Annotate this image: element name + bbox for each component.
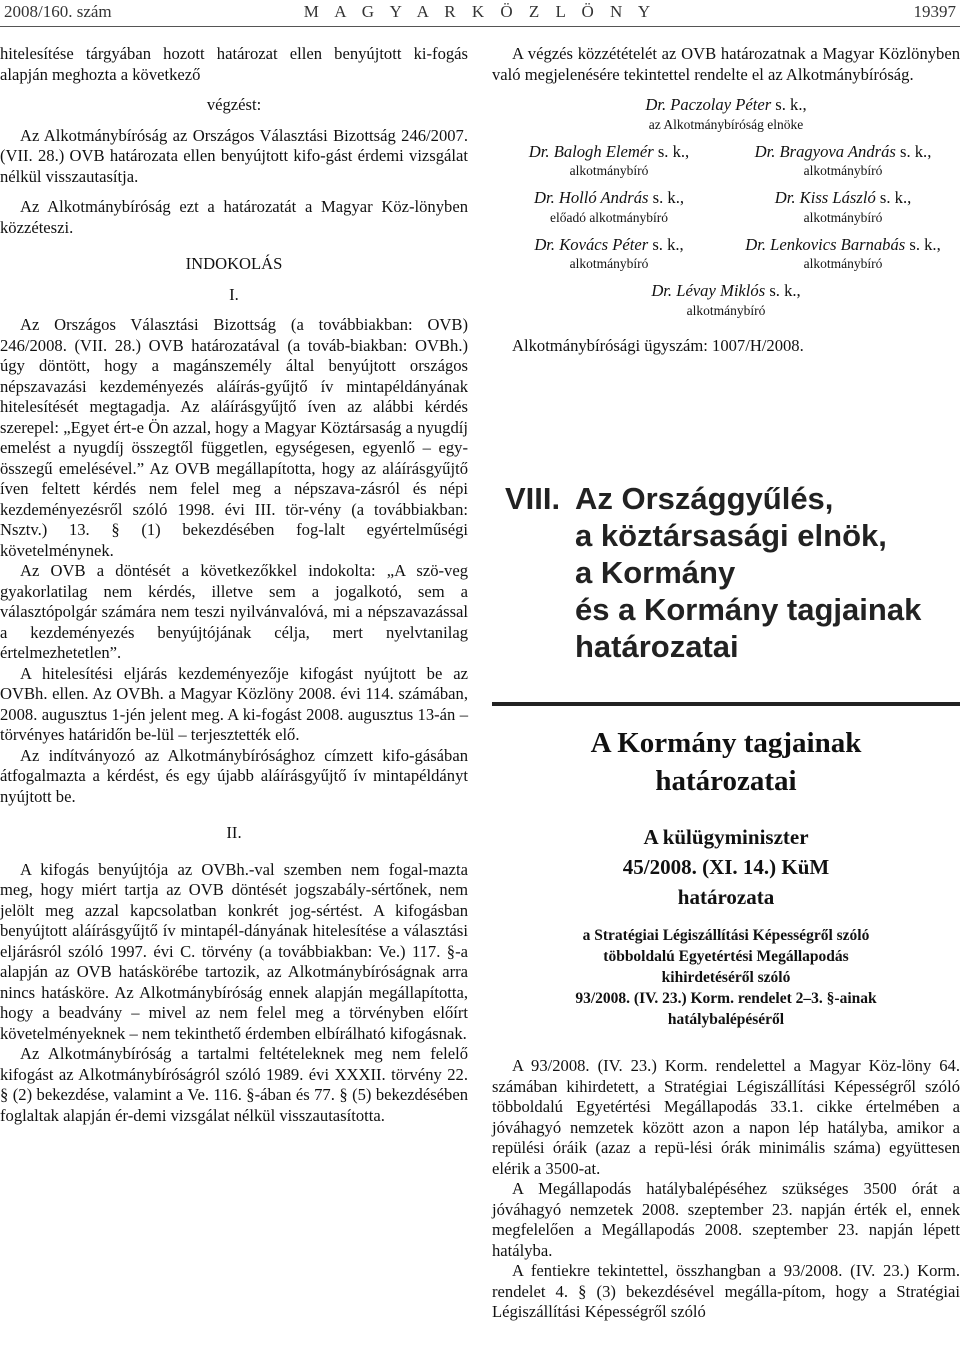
- paragraph: Az Alkotmánybíróság ezt a határozatát a Magyar Köz-lönyben közzéteszi.: [0, 197, 468, 237]
- case-number: Alkotmánybírósági ügyszám: 1007/H/2008.: [512, 335, 804, 355]
- signatory-name: Dr. Paczolay Péter: [645, 95, 772, 114]
- signature-row: Dr. Balogh Elemér s. k., alkotmánybíró Dr. Bragyova András s. k., alkotmánybíró: [492, 142, 960, 181]
- signature-row: Dr. Holló András s. k., előadó alkotmánybíró Dr. Kiss László s. k., alkotmánybíró: [492, 188, 960, 227]
- paragraph: Az indítványozó az Alkotmánybírósághoz címzett kifo-gásában átfogalmazta a kérdést, és egy újabb aláírásgyűjtő ív mintapéldányt nyújtott be.: [0, 745, 468, 806]
- decree-body: [492, 1056, 960, 1323]
- paragraph: A hitelesítési eljárás kezdeményezője kifogást nyújtott be az OVBh. ellen. Az OVBh. a Magyar Közlöny 2008. évi 114. számában, 2008. augusztus 1-jén jelent meg. A ki-fogást 2008. augusztus 13-án – törvényes határidőn be-lül – terjesztették elő.: [0, 663, 468, 744]
- signatory-title: előadó alkotmánybíró: [549, 209, 669, 225]
- paragraph: A végzés közzétételét az OVB határozatnak a Magyar Közlönyben való megjelenésére tekintettel rendelte el az Alkotmánybíróság.: [492, 44, 960, 84]
- signatory-name: Dr. Kovács Péter: [534, 234, 649, 254]
- section-divider: [492, 702, 960, 706]
- left-column: [0, 44, 468, 1126]
- page-number: 19397: [913, 2, 956, 21]
- paragraph: Az Alkotmánybíróság a tartalmi feltételeknek meg nem felelő kifogást az Alkotmánybíróságról szóló 1989. évi XXXII. törvény 22. § (2) bekezdése, valamint a Ve. 116. §-ában és 77. § (5) bekezdésében foglaltak alapján ér-demi vizsgálat nélkül visszautasította.: [0, 1044, 468, 1125]
- roman-numeral: II.: [226, 823, 242, 842]
- signatory-name: Dr. Balogh Elemér: [528, 141, 654, 161]
- signatory-title: az Alkotmánybíróság elnöke: [648, 116, 804, 132]
- signatory-name: Dr. Lenkovics Barnabás: [745, 234, 906, 254]
- signatory-title: alkotmánybíró: [569, 256, 649, 271]
- paragraph: A Megállapodás hatálybalépéséhez szükséges 3500 órát a jóváhagyó nemzetek 2008. szeptember 23. napján érték el, ennek megfelelően a Megállapodás 2008. szeptember 23. napján lépett hatályba.: [492, 1179, 960, 1260]
- decree-heading: A külügyminiszter 45/2008. (XI. 14.) KüM határozata: [622, 825, 830, 909]
- issue-number: 2008/160. szám: [4, 2, 112, 21]
- signatory-name: Dr. Bragyova András: [754, 141, 896, 161]
- signatory-title: alkotmánybíró: [803, 163, 883, 178]
- chapter-title-line: a Kormány: [575, 555, 736, 590]
- chapter-title-line: és a Kormány tagjainak: [575, 592, 922, 627]
- signatory-title: alkotmánybíró: [803, 256, 883, 271]
- publication-title: M A G Y A R K Ö Z L Ö N Y: [303, 2, 657, 21]
- president-signature: Dr. Paczolay Péter s. k., az Alkotmánybíróság elnöke: [492, 95, 960, 134]
- decree-subject: a Stratégiai Légiszállítási Képességről szóló többoldalú Egyetértési Megállapodás kihirdetéséről szóló 93/2008. (IV. 23.) Korm. rendelet 2–3. §-ainak hatálybalépéséről: [575, 927, 877, 1028]
- signature-single: Dr. Lévay Miklós s. k., alkotmánybíró: [492, 281, 960, 320]
- signatory-title: alkotmánybíró: [803, 209, 883, 225]
- paragraph: A fentiekre tekintettel, összhangban a 93/2008. (IV. 23.) Korm. rendelet 4. § (3) bekezdésével megálla-pítom, hogy a Stratégiai Légiszállítási Képességről szóló: [492, 1261, 960, 1321]
- section-heading: INDOKOLÁS: [185, 254, 283, 273]
- header-rule: [0, 26, 960, 27]
- chapter-number: VIII.: [505, 481, 561, 516]
- signature-row: Dr. Kovács Péter s. k., alkotmánybíró Dr. Lenkovics Barnabás s. k., alkotmánybíró: [492, 235, 960, 274]
- paragraph: hitelesítése tárgyában hozott határozat ellen benyújtott ki-fogás alapján meghozta a következő: [0, 44, 468, 84]
- chapter-title-line: határozatai: [575, 629, 739, 664]
- roman-numeral: I.: [229, 284, 239, 304]
- decision-label: végzést:: [206, 95, 262, 114]
- page-header: [0, 0, 960, 24]
- signatory-title: alkotmánybíró: [569, 163, 649, 178]
- paragraph: A 93/2008. (IV. 23.) Korm. rendelettel a Magyar Köz-löny 64. számában kihirdetett, a Stratégiai Légiszállítási Képességről szóló többoldalú Egyetértési Megállapodás 33.1. cikke értelmében a jóváhagyó nemzetek között azon a napon lép hatályba, amikor a repülési óráik (azaz a repü-lési órák minimális száma) együttesen elérik a 3500-at.: [492, 1056, 960, 1178]
- paragraph: Az Alkotmánybíróság az Országos Választási Bizottság 246/2007. (VII. 28.) OVB határozata ellen benyújtott kifo-gást érdemi vizsgálat nélkül visszautasítja.: [0, 125, 468, 186]
- paragraph: Az Országos Választási Bizottság (a továbbiakban: OVB) 246/2008. (VII. 28.) OVB határozatával (a továb-biakban: OVBh.) úgy döntött, hogy a magánszemély által benyújtott országos népszavazási kezdeményezés aláírás-gyűjtő ív mintapéldányának hitelesítését megtagadja. Az aláírásgyűjtő íven az alábbi kérdés szerepel: „Egyet ért-e Ön azzal, hogy a Magyar Köztársaság a nyugdíj emelést a nyugdíj összegtől független, egységesen, egyenlő – egy-összegű emelésével.” Az OVB megállapította, hogy az aláírásgyűjtő íven feltett kérdés nem felel meg a népszava-zásról és népi kezdeményezésről szóló 1998. évi III. tör-vény (a továbbiakban: Nsztv.) 13. § (1) bekezdésében fog-lalt egyértelműségi követelménynek.: [0, 315, 468, 560]
- chapter-title-line: a köztársasági elnök,: [575, 518, 887, 553]
- signatory-name: Dr. Kiss László: [774, 188, 876, 207]
- paragraph: A kifogás benyújtója az OVBh.-val szemben nem fogal-mazta meg, hogy miért tartja az OVB döntését jogszabály-sértőnek, nem jelölt meg azzal kapcsolatban konkrét jog-sértést. A kifogásban benyújtott aláírásgyűjtő ív mintapél-dányának hitelesítése a választási eljárásról szóló 1997. évi C. törvény (a továbbiakban: Ve.) 117. §-a alapján az OVB hatáskörébe tartozik, az Alkotmánybíróságnak arra nincs hatásköre. Az Alkotmánybíróság ennek alapján megállapította, hogy a beadvány – mivel az nem felel meg a törvényben előírt követelményeknek – nem tekinthető érdemben elbírálható kifogásnak.: [0, 859, 468, 1043]
- paragraph: Az OVB a döntését a következőkkel indokolta: „A szö-veg gyakorlatilag nem kérdés, illetve sem a jogalkotó, sem a választópolgár számára nem teszi nyilvánvalóvá, mi a népszavazással a kezdeményezés benyújtójának célja, mert nyelvtanilag értelmezhetetlen”.: [0, 561, 468, 662]
- section-title: A Kormány tagjainak határozatai: [590, 727, 862, 797]
- signatory-name: Dr. Lévay Miklós: [651, 281, 766, 300]
- right-column: [492, 44, 960, 356]
- signatory-name: Dr. Holló András: [534, 188, 649, 207]
- signatory-title: alkotmánybíró: [686, 302, 766, 318]
- chapter-title-line: Az Országgyűlés,: [575, 481, 834, 516]
